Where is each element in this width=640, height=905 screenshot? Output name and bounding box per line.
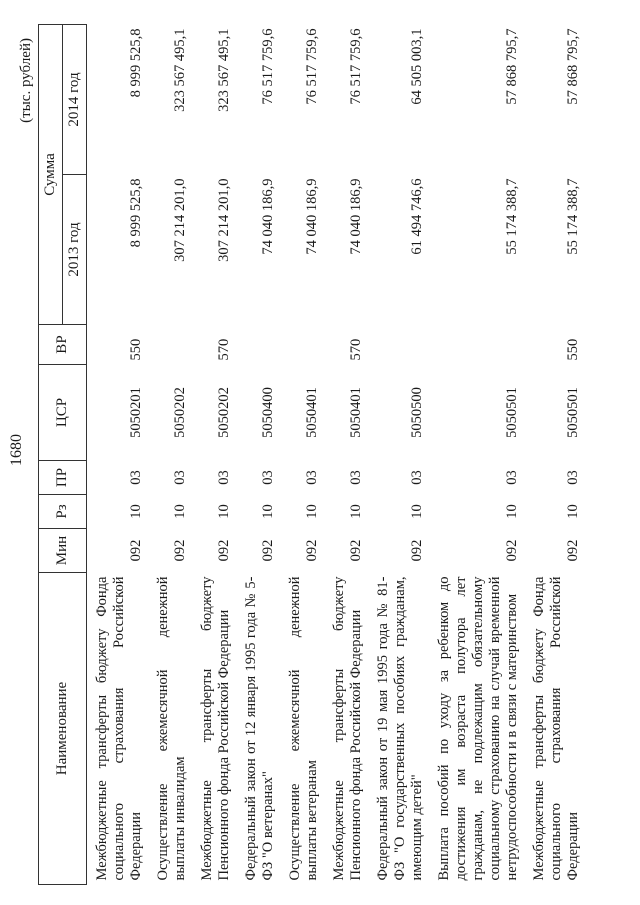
row-amount-2013: 55 174 388,7 [504, 178, 520, 255]
header-vr: ВР [39, 325, 87, 365]
row-rz: 10 [172, 504, 188, 519]
row-min: 092 [409, 539, 425, 562]
row-rz: 10 [565, 504, 581, 519]
row-amount-2014: 323 567 495,1 [172, 28, 188, 112]
row-rz: 10 [260, 504, 276, 519]
row-min: 092 [128, 539, 144, 562]
row-vr [148, 325, 192, 365]
row-rz: 10 [216, 504, 232, 519]
table-header [39, 24, 87, 884]
table-body [87, 24, 586, 884]
row-amount-2014: 76 517 759,6 [304, 28, 320, 105]
row-name: Федеральный закон от 12 января 1995 года № 5-ФЗ "О ветеранах" [243, 576, 276, 881]
row-csr: 5050202 [172, 387, 188, 438]
row-pr: 03 [348, 470, 364, 485]
row-name: Выплата пособий по уходу за ребенком до достижения им возраста полутора лет гражданам, не подлежащим обязательному социальному страхованию на случай временной нетрудоспособности и в связи с материнством [436, 576, 520, 881]
table-row [280, 24, 324, 884]
row-vr: 570 [348, 338, 364, 361]
row-vr [236, 325, 280, 365]
table-row [192, 24, 236, 884]
header-pr: ПР [39, 461, 87, 495]
page-number: 1680 [8, 434, 25, 466]
row-rz: 10 [409, 504, 425, 519]
row-pr: 03 [216, 470, 232, 485]
row-pr: 03 [504, 470, 520, 485]
row-pr: 03 [172, 470, 188, 485]
row-amount-2013: 74 040 186,9 [260, 178, 276, 255]
row-vr: 550 [565, 338, 581, 361]
row-amount-2013: 74 040 186,9 [348, 178, 364, 255]
row-pr: 03 [565, 470, 581, 485]
row-name: Межбюджетные трансферты бюджету Фонда социального страхования Российской Федерации [531, 576, 581, 881]
budget-table [38, 24, 585, 885]
row-amount-2014: 64 505 003,1 [409, 28, 425, 105]
row-vr: 550 [128, 338, 144, 361]
row-name: Межбюджетные трансферты бюджету Фонда социального страхования Российской Федерации [94, 576, 144, 881]
row-pr: 03 [409, 470, 425, 485]
row-csr: 5050500 [409, 387, 425, 438]
row-amount-2013: 8 999 525,8 [128, 178, 144, 248]
row-amount-2013: 74 040 186,9 [304, 178, 320, 255]
row-min: 092 [565, 539, 581, 562]
row-amount-2014: 76 517 759,6 [348, 28, 364, 105]
row-rz: 10 [128, 504, 144, 519]
header-2013: 2013 год [63, 175, 87, 325]
row-vr [368, 325, 429, 365]
row-name: Федеральный закон от 19 мая 1995 года № 81-ФЗ "О государственных пособиях гражданам, имеющим детей" [375, 576, 425, 881]
header-min: Мин [39, 529, 87, 573]
row-vr [429, 325, 524, 365]
row-csr: 5050202 [216, 387, 232, 438]
row-csr: 5050501 [504, 387, 520, 438]
header-2014: 2014 год [63, 24, 87, 174]
row-csr: 5050401 [304, 387, 320, 438]
row-pr: 03 [304, 470, 320, 485]
row-name: Межбюджетные трансферты бюджету Пенсионного фонда Российской Федерации [199, 576, 232, 881]
row-rz: 10 [504, 504, 520, 519]
table-row [148, 24, 192, 884]
row-amount-2014: 57 868 795,7 [565, 28, 581, 105]
header-rz: Рз [39, 495, 87, 529]
row-vr [280, 325, 324, 365]
row-csr: 5050401 [348, 387, 364, 438]
table-row [429, 24, 524, 884]
row-vr: 570 [216, 338, 232, 361]
header-sum: Сумма [39, 24, 63, 324]
row-min: 092 [172, 539, 188, 562]
table-row [324, 24, 368, 884]
row-min: 092 [504, 539, 520, 562]
row-amount-2014: 76 517 759,6 [260, 28, 276, 105]
row-min: 092 [304, 539, 320, 562]
table-row [368, 24, 429, 884]
row-amount-2013: 307 214 201,0 [172, 178, 188, 262]
row-amount-2013: 55 174 388,7 [565, 178, 581, 255]
row-min: 092 [348, 539, 364, 562]
unit-note: (тыс. рублей) [18, 38, 34, 123]
table-row [236, 24, 280, 884]
table-row [87, 24, 149, 884]
row-rz: 10 [304, 504, 320, 519]
row-amount-2014: 57 868 795,7 [504, 28, 520, 105]
row-pr: 03 [260, 470, 276, 485]
row-csr: 5050201 [128, 387, 144, 438]
row-amount-2013: 61 494 746,6 [409, 178, 425, 255]
row-pr: 03 [128, 470, 144, 485]
row-amount-2013: 307 214 201,0 [216, 178, 232, 262]
header-name: Наименование [39, 573, 87, 885]
row-amount-2014: 8 999 525,8 [128, 28, 144, 98]
row-amount-2014: 323 567 495,1 [216, 28, 232, 112]
row-csr: 5050400 [260, 387, 276, 438]
header-csr: ЦСР [39, 365, 87, 461]
row-name: Осуществление ежемесячной денежной выплаты ветеранам [287, 576, 320, 881]
row-min: 092 [216, 539, 232, 562]
table-row [524, 24, 585, 884]
row-min: 092 [260, 539, 276, 562]
row-rz: 10 [348, 504, 364, 519]
row-name: Осуществление ежемесячной денежной выплаты инвалидам [155, 576, 188, 881]
row-name: Межбюджетные трансферты бюджету Пенсионного фонда Российской Федерации [331, 576, 364, 881]
row-csr: 5050501 [565, 387, 581, 438]
